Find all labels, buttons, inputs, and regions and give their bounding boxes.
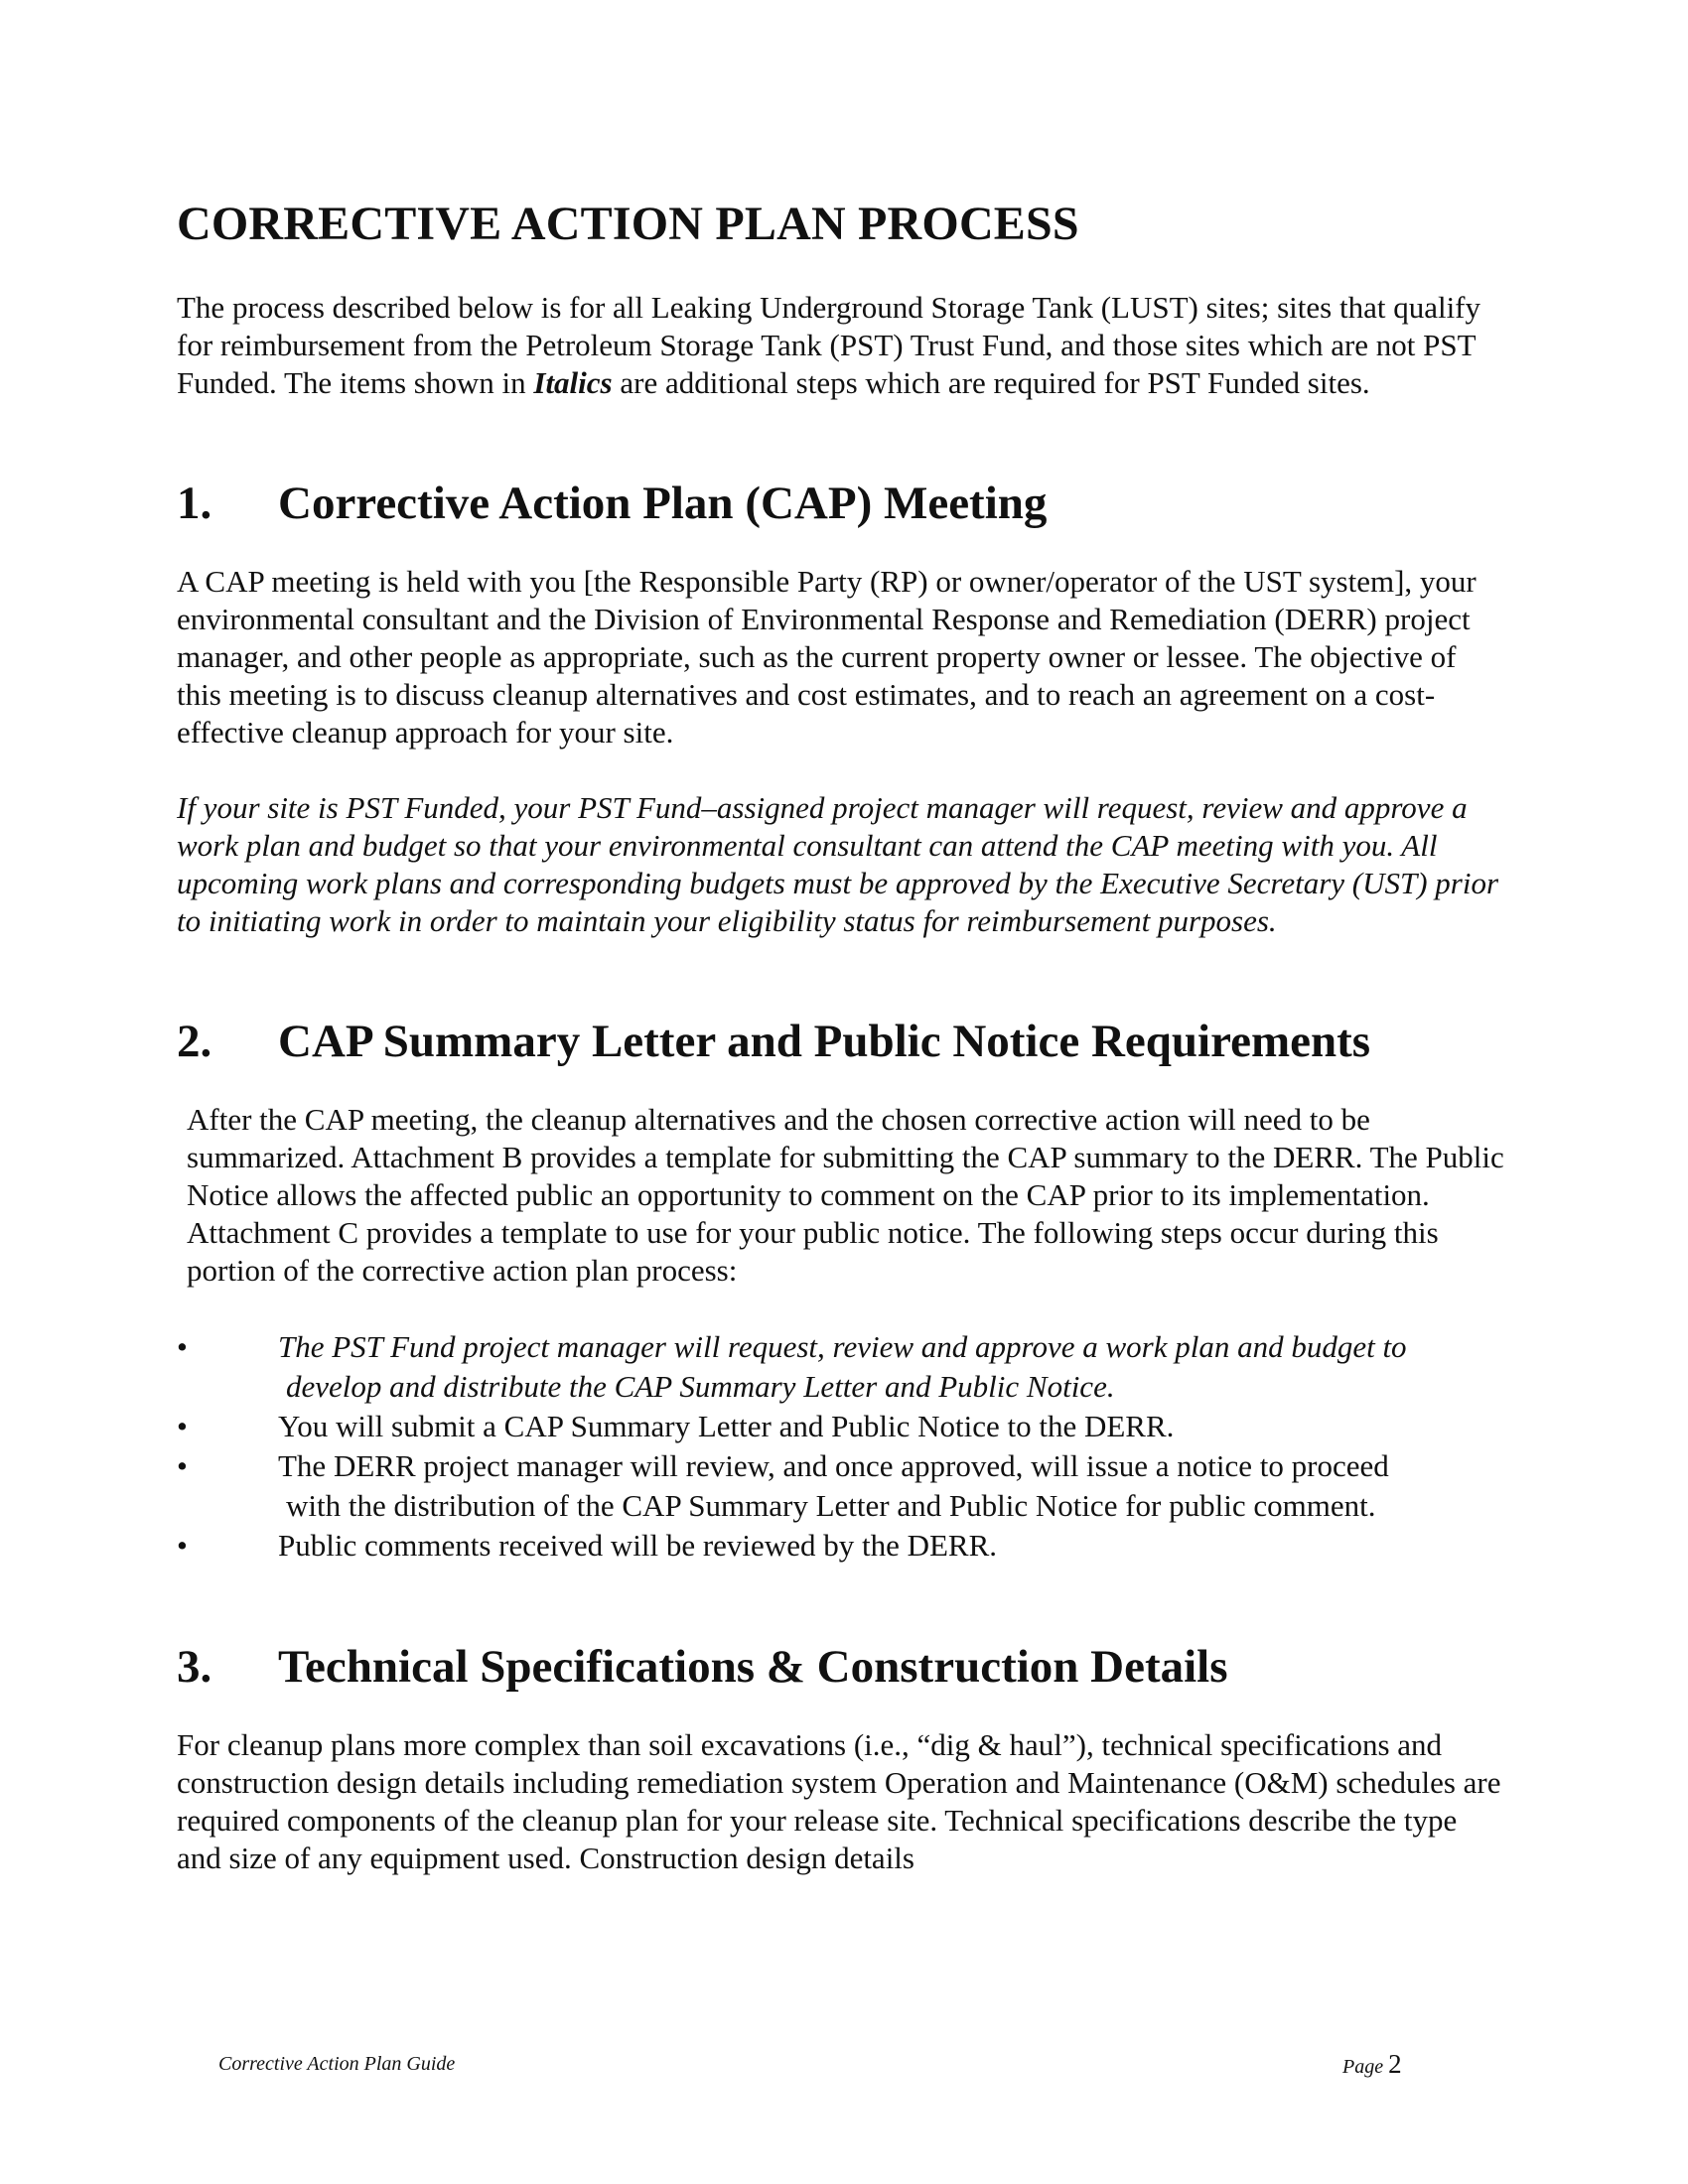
list-item	[177, 1327, 1507, 1407]
section-2-title: CAP Summary Letter and Public Notice Requirements	[278, 1016, 1371, 1067]
section-2-number: 2.	[177, 1016, 212, 1067]
footer-document-name: Corrective Action Plan Guide	[218, 2053, 456, 2075]
intro-text-end: are additional steps which are required for PST Funded sites.	[612, 365, 1370, 400]
section-3-heading	[177, 1637, 1507, 1697]
list-item-text: The PST Fund project manager will request, review and approve a work plan and budget to	[278, 1329, 1407, 1364]
page-number: 2	[1388, 2049, 1402, 2079]
list-item-continuation: with the distribution of the CAP Summary Letter and Public Notice for public comment.	[286, 1488, 1376, 1523]
section-1-heading	[177, 474, 1507, 533]
footer-page-number	[1342, 2049, 1402, 2080]
document-title: CORRECTIVE ACTION PLAN PROCESS	[177, 198, 1079, 250]
section-1-paragraph: A CAP meeting is held with you [the Responsible Party (RP) or owner/operator of the UST system], your environmental consultant and the Division of Environmental Response and Remediation (DERR) project manager, and other people as appropriate, such as the current property owner or lessee. The objective of this meeting is to discuss cleanup alternatives and cost estimates, and to reach an agreement on a cost-effective cleanup approach for your site.	[177, 564, 1477, 750]
bullet-icon: •	[177, 1409, 188, 1443]
list-item	[177, 1446, 1507, 1526]
section-3-number: 3.	[177, 1641, 212, 1693]
section-3-paragraph: For cleanup plans more complex than soil excavations (i.e., “dig & haul”), technical specifications and construction design details including remediation system Operation and Maintenance (O&M) schedules are required components of the cleanup plan for your release site. Technical specifications describe the type and size of any equipment used. Construction design details	[177, 1727, 1501, 1875]
bullet-icon: •	[177, 1329, 188, 1364]
bullet-icon: •	[177, 1448, 188, 1483]
list-item-continuation: develop and distribute the CAP Summary Letter and Public Notice.	[286, 1369, 1115, 1404]
section-2-heading	[177, 1012, 1507, 1071]
section-2-paragraph: After the CAP meeting, the cleanup alternatives and the chosen corrective action will need to be summarized. Attachment B provides a template for submitting the CAP summary to the DERR. The Public Notice allows the affected public an opportunity to comment on the CAP prior to its implementation. Attachment C provides a template to use for your public notice. The following steps occur during this portion of the corrective action plan process:	[187, 1102, 1504, 1288]
intro-text-start: The process described below is for all Leaking Underground Storage Tank (LUST) sites; sites that qualify for reimbursement from the Petroleum Storage Tank (PST) Trust Fund, and those sites which are not PST Funded. The items shown in	[177, 290, 1481, 400]
list-item	[177, 1407, 1507, 1446]
page-label: Page	[1342, 2056, 1384, 2078]
list-item	[177, 1526, 1507, 1566]
page-content	[177, 194, 1507, 1877]
list-item-text: Public comments received will be reviewed by the DERR.	[278, 1528, 998, 1563]
section-3-title: Technical Specifications & Construction Details	[278, 1641, 1228, 1693]
section-1-pst-paragraph: If your site is PST Funded, your PST Fund–assigned project manager will request, review and approve a work plan and budget so that your environmental consultant can attend the CAP meeting with you. All upcoming work plans and corresponding budgets must be approved by the Executive Secretary (UST) prior to initiating work in order to maintain your eligibility status for reimbursement purposes.	[177, 790, 1499, 938]
section-2-steps-list	[177, 1327, 1507, 1566]
bullet-icon: •	[177, 1528, 188, 1563]
list-item-text: The DERR project manager will review, and once approved, will issue a notice to proceed	[278, 1448, 1389, 1483]
section-1-title: Corrective Action Plan (CAP) Meeting	[278, 478, 1048, 529]
section-1-number: 1.	[177, 478, 212, 529]
intro-paragraph	[177, 289, 1507, 402]
intro-italics-emphasis: Italics	[533, 365, 613, 400]
list-item-text: You will submit a CAP Summary Letter and Public Notice to the DERR.	[278, 1409, 1175, 1443]
